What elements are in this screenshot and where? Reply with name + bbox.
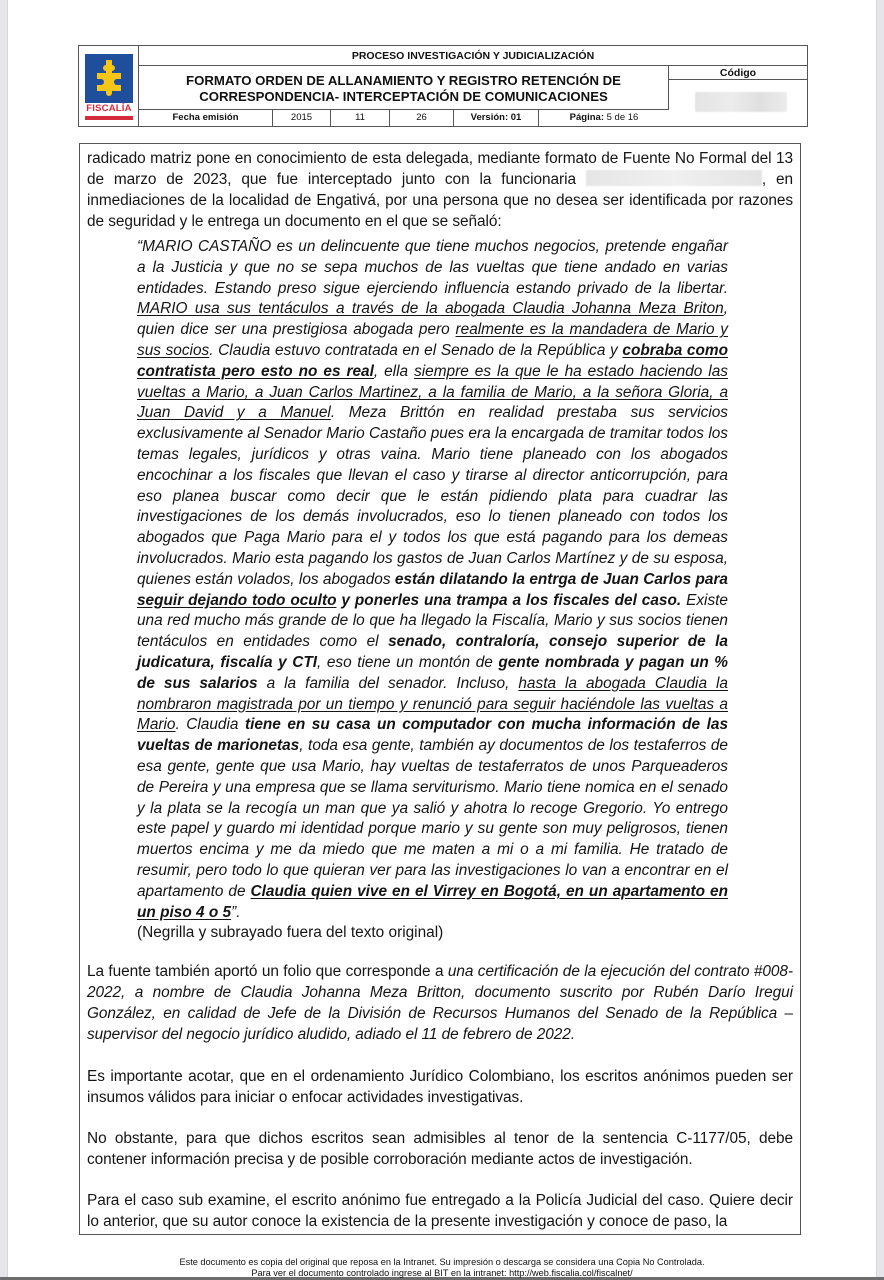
page-edge-right xyxy=(876,0,884,1280)
footer-line-2: Para ver el documento controlado ingrese al BIT en la intranet: http://web.fiscalia.col/fiscalnet/ xyxy=(251,1268,633,1278)
quote-text: , toda esa gente, también ay documentos de los testaferros de esa gente, gente que usa Mario, hay vueltas de testaferratos de unos Parqueaderos de Pereira y una empresa que se llama serviturismo. Mario tiene nomica en el senado y la plata se la recogía un man que ya salió y ahotra lo recoge Gregorio. Yo entrego este papel y guardo mi identidad porque mario y su gente son muy peligrosos, tienen muertos encima y me da miedo que me maten a mi o a mi familia. He tratado de resumir, pero todo lo que quieran ver para las investigaciones lo van a encontrar en el apartamento de xyxy=(137,737,728,900)
document-title-line2: CORRESPONDENCIA- INTERCEPTACIÓN DE COMUNICACIONES xyxy=(199,89,608,104)
version-label: Versión: 01 xyxy=(454,110,539,126)
process-title: PROCESO INVESTIGACIÓN Y JUDICIALIZACIÓN xyxy=(139,46,807,66)
quote-bold: tiene en su casa un computador con mucha información de las vueltas de marionetas xyxy=(137,716,729,755)
quote-underlined: realmente es la mandadera de Mario y sus socios xyxy=(137,321,728,359)
fecha-year: 2015 xyxy=(273,110,331,126)
quote-text: . Meza Brittón en realidad prestaba sus servicios exclusivamente al Senador Mario Castaño pues era la encargada de tramitar todos los temas legales, jurídicos y otras vaina. Mario tiene planeado con los abogados encochinar a los fiscales que llevan el caso y tirarse al director anticorrupción, para eso planea buscar como decir que le están pidiendo plata para cuadrar las investigaciones de los demás involucrados, eso lo tienen planeado con todos los abogados que Paga Mario para el y todos los que está pagando para los demeas involucrados. Mario esta pagando los gastos de Juan Carlos Martínez y de su esposa, quienes están volados, los abogados xyxy=(137,404,728,588)
quote-text: . Claudia estuvo contratada en el Senado de la República y xyxy=(209,341,623,359)
redacted-name xyxy=(586,170,762,186)
document-info-row xyxy=(139,110,669,126)
quote-text: Existe una red mucho más grande de lo que ha llegado la Fiscalía, Mario y sus socios tienen tentáculos en entidades como el xyxy=(137,591,728,651)
document-header-table xyxy=(78,45,808,127)
fecha-day: 26 xyxy=(390,110,454,126)
quote-bold-underlined: seguir dejando todo oculto xyxy=(137,591,337,609)
codigo-label: Código xyxy=(669,66,807,80)
quote-bold: gente nombrada y pagan un % de sus salarios xyxy=(137,653,728,692)
quote-text: , quien dice ser una prestigiosa abogada pero xyxy=(137,300,728,339)
pagina-value: 5 de 16 xyxy=(606,112,639,123)
quote-text: , ella xyxy=(373,362,415,380)
certification-paragraph xyxy=(87,961,793,1045)
quote-underlined: MARIO usa sus tentáculos a través de la abogada Claudia Johanna Meza Briton xyxy=(137,300,724,318)
document-title-line1: FORMATO ORDEN DE ALLANAMIENTO Y REGISTRO RETENCIÓN DE xyxy=(186,73,621,88)
emphasis-note: (Negrilla y subrayado fuera del texto original) xyxy=(137,924,444,942)
quote-text: a la familia del senador. Incluso, xyxy=(257,674,519,692)
pagina-cell xyxy=(539,110,669,126)
anonymous-letter-quote xyxy=(137,237,728,944)
admissibility-paragraph: No obstante, para que dichos escritos sean admisibles al tenor de la sentencia C-1177/05, debe contener información precisa y de posible corroboración mediante actos de investigación. xyxy=(87,1130,793,1168)
quote-bold: y ponerles una trampa a los fiscales del caso. xyxy=(336,591,682,609)
quote-bold-underlined: Claudia quien vive en el Virrey en Bogotá, en un apartamento en un piso 4 o 5 xyxy=(137,882,729,921)
intro-text-1: radicado matriz pone en conocimiento de esta delegada, mediante formato de Fuente No Formal del 13 de marzo de 2023, que fue interceptado junto con la funcionaria xyxy=(87,150,793,188)
puzzle-piece-icon xyxy=(97,60,121,97)
quote-underlined: siempre es la que le ha estado haciendo las vueltas a Mario, a Juan Carlos Martinez, a la familia de Mario, a la señora Gloria, a Juan David y a Manuel xyxy=(137,362,728,422)
intro-paragraph xyxy=(87,148,793,232)
logo-cell xyxy=(79,46,139,126)
page-edge-left xyxy=(0,0,8,1280)
quote-text: . Claudia xyxy=(175,716,245,734)
footer-line-1: Este documento es copia del original que reposa en la Intranet. Su impresión o descarga se considera una Copia No Controlada. xyxy=(179,1257,705,1267)
fecha-month: 11 xyxy=(331,110,390,126)
intro-text-2: , en inmediaciones de la localidad de Engativá, por una persona que no desea ser identificada por razones de seguridad y le entrega un documento en el que se señaló: xyxy=(87,171,793,230)
quote-bold: senado, contraloría, consejo superior de la judicatura, fiscalía y CTI xyxy=(137,633,728,671)
document-body xyxy=(79,143,801,1235)
quote-text: “MARIO CASTAÑO es un delincuente que tiene muchos negocios, pretende engañar a la Justicia y que no se sepa muchos de las vueltas que tiene andado en varias entidades. Estando preso sigue ejerciendo influencia estando privado de la libertar. xyxy=(137,238,728,297)
case-paragraph: Para el caso sub examine, el escrito anónimo fue entregado a la Policía Judicial del caso. Quiere decir lo anterior, que su autor conoce la existencia de la presente investigación y conoce de paso, la xyxy=(87,1192,793,1230)
fecha-emision-label: Fecha emisión xyxy=(139,110,273,126)
legal-note-paragraph: Es importante acotar, que en el ordenamiento Jurídico Colombiano, los escritos anónimos pueden ser insumos válidos para iniciar o enfocar actividades investigativas. xyxy=(87,1068,793,1106)
quote-underlined: hasta la abogada Claudia la nombraron magistrada por un tiempo y renunció para seguir haciéndole las vueltas a Mario xyxy=(137,674,728,734)
document-title xyxy=(139,66,669,110)
logo-name: FISCALÍA xyxy=(86,103,132,114)
quote-text: , eso tiene un montón de xyxy=(317,653,499,671)
quote-bold: están dilatando la entrga de Juan Carlos para xyxy=(394,570,728,588)
quote-text: ”. xyxy=(231,903,241,921)
page-footer xyxy=(0,1257,884,1279)
fiscalia-logo xyxy=(85,54,133,103)
certification-italic-text: una certificación de la ejecución del contrato #008-2022, a nombre de Claudia Johanna Meza Britton, documento suscrito por Rubén Darío Iregui González, en calidad de Jefe de la División de Recursos Humanos del Senado de la República – supervisor del negocio jurídico aludido, adiado el 11 de febrero de 2022. xyxy=(87,963,793,1043)
pagina-label: Página: xyxy=(569,112,604,123)
redaction-blur xyxy=(695,92,787,112)
paragraph-text: La fuente también aportó un folio que corresponde a xyxy=(87,963,448,980)
quote-bold-underlined: cobraba como contratista pero esto no es real xyxy=(137,341,728,380)
logo-tagline-bar xyxy=(85,116,133,120)
codigo-value-redacted xyxy=(669,80,807,126)
